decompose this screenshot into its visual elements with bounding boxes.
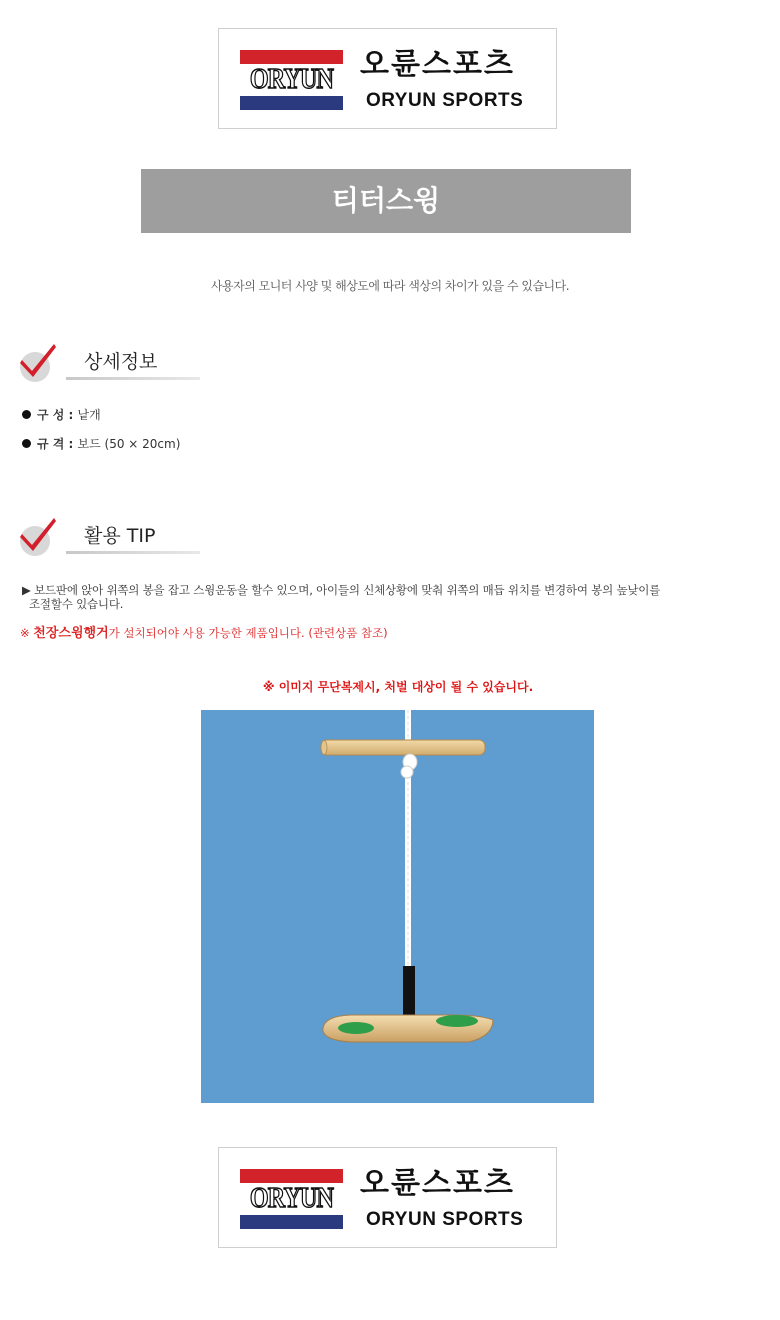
logo-word: ORYUN [249,1183,334,1214]
logo-blue-stripe [240,1215,343,1229]
color-notice: 사용자의 모니터 사양 및 해상도에 따라 색상의 차이가 있을 수 있습니다. [210,279,570,293]
product-photo [201,710,594,1103]
heading-underline [66,377,200,380]
brand-name-korean: 오륜스포츠 [360,47,515,82]
check-icon [18,340,58,380]
spec-value: 낱개 [77,408,101,422]
check-icon [18,514,58,554]
note-text: 가 설치되어야 사용 가능한 제품입니다. (관련상품 참조) [108,626,388,640]
oryun-logo-mark [240,1169,343,1229]
copy-warning: ※ 이미지 무단복제시, 처벌 대상이 될 수 있습니다. [262,680,534,694]
logo-word: ORYUN [249,64,334,95]
details-heading-label: 상세정보 [84,351,158,373]
logo-blue-stripe [240,96,343,110]
spec-composition: 구 성 : 낱개 [22,407,101,423]
install-note [20,625,388,642]
note-product-link: 천장스윙행거 [33,626,109,641]
spec-label: 규 격 [37,437,65,451]
oryun-logo-mark [240,50,343,110]
brand-logo-top [218,28,557,129]
spec-label: 구 성 [37,408,65,422]
spec-size: 규 격 : 보드 (50 × 20cm) [22,436,180,452]
logo-red-stripe [240,1169,343,1183]
spec-value: 보드 (50 × 20cm) [77,437,181,451]
tip-text-line2: 조절할수 있습니다. [29,597,124,611]
brand-name-english: ORYUN SPORTS [366,1209,524,1230]
swing-illustration [201,710,594,1103]
logo-red-stripe [240,50,343,64]
tip-text-line1: ▶ 보드판에 앉아 위쪽의 봉을 잡고 스윙운동을 할수 있으며, 아이들의 신체상황에 맞춰 위쪽의 매듭 위치를 변경하여 봉의 높낮이를 [22,583,661,597]
tip-heading [18,514,208,558]
bullet-dot-icon [22,410,31,419]
brand-name-korean: 오륜스포츠 [360,1166,515,1201]
details-heading [18,340,208,384]
heading-underline [66,551,200,554]
product-title: 티터스윙 [141,169,631,233]
tip-heading-label: 활용 TIP [84,525,156,547]
note-mark: ※ [20,626,34,640]
brand-name-english: ORYUN SPORTS [366,90,524,111]
bullet-dot-icon [22,439,31,448]
brand-logo-bottom [218,1147,557,1248]
